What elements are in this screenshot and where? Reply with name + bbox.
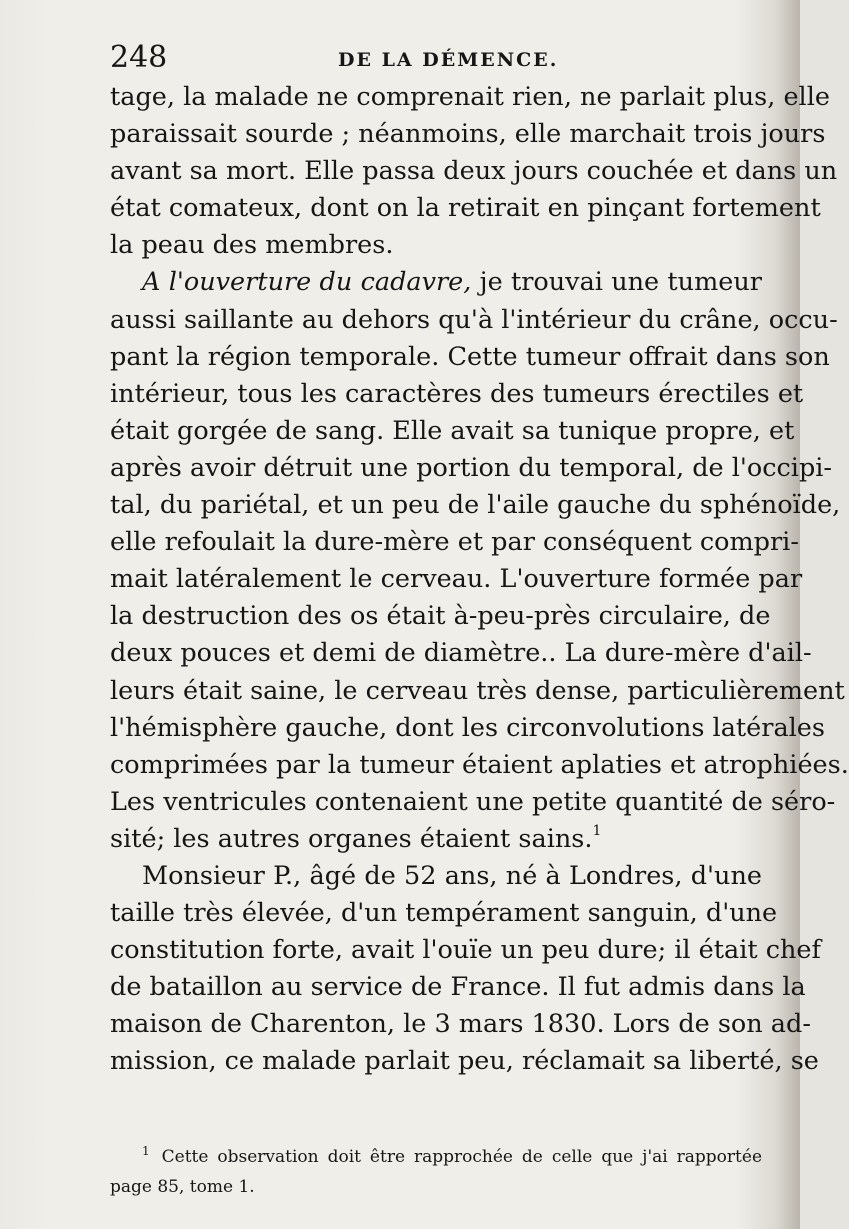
text-line: Les ventricules contenaient une petite quantité de séro- [110, 786, 836, 817]
footnote [110, 1142, 762, 1202]
text-line: avant sa mort. Elle passa deux jours couchée et dans un [110, 156, 838, 187]
text-line: mission, ce malade parlait peu, réclamait sa liberté, se [110, 1046, 819, 1077]
text-line: Monsieur P., âgé de 52 ans, né à Londres, d'une [142, 860, 762, 891]
footnote-text: Cette observation doit être rapprochée de celle que j'ai rapportée [161, 1147, 762, 1167]
text-line: tage, la malade ne comprenait rien, ne parlait plus, elle [110, 82, 830, 112]
text-line [110, 821, 762, 858]
page-number: 248 [110, 40, 168, 75]
text-line: de bataillon au service de France. Il fut admis dans la [110, 972, 806, 1003]
text-line: maison de Charenton, le 3 mars 1830. Lors de son ad- [110, 1009, 811, 1040]
line-text: sité; les autres organes étaient sains. [110, 823, 593, 854]
text-line: après avoir détruit une portion du temporal, de l'occipi- [110, 452, 833, 483]
italic-phrase: A l'ouverture du cadavre, [142, 267, 472, 298]
text-line [110, 264, 762, 301]
body-text [110, 79, 849, 1081]
footnote-line [110, 1142, 762, 1172]
text-line: leurs était saine, le cerveau très dense, particulièrement [110, 675, 845, 706]
running-head: DE LA DÉMENCE. [338, 49, 559, 71]
text-line: la peau des membres. [110, 230, 394, 261]
text-line: constitution forte, avait l'ouïe un peu dure; il était chef [110, 935, 821, 966]
page-header [110, 40, 760, 76]
text-line: l'hémisphère gauche, dont les circonvolutions latérales [110, 712, 825, 743]
text-line: mait latéralement le cerveau. L'ouverture formée par [110, 564, 803, 595]
footnote-mark: 1 [142, 1144, 150, 1158]
text-line: comprimées par la tumeur étaient aplaties et atrophiées. [110, 749, 849, 780]
text-line: la destruction des os était à-peu-près circulaire, de [110, 601, 771, 632]
text-line: taille très élevée, d'un tempérament sanguin, d'une [110, 898, 778, 929]
line-remainder: je trouvai une tumeur [479, 267, 762, 298]
text-line: tal, du pariétal, et un peu de l'aile gauche du sphénoïde, [110, 490, 841, 521]
text-line: intérieur, tous les caractères des tumeurs érectiles et [110, 378, 804, 409]
text-line: paraissait sourde ; néanmoins, elle marchait trois jours [110, 119, 826, 150]
text-line: pant la région temporale. Cette tumeur offrait dans son [110, 341, 830, 372]
text-line: aussi saillante au dehors qu'à l'intérieur du crâne, occu- [110, 304, 838, 335]
text-line: était gorgée de sang. Elle avait sa tunique propre, et [110, 415, 795, 446]
footnote-line: page 85, tome 1. [110, 1177, 255, 1197]
text-line: état comateux, dont on la retirait en pinçant fortement [110, 193, 821, 224]
text-line: elle refoulait la dure-mère et par conséquent compri- [110, 527, 799, 558]
footnote-reference[interactable]: 1 [592, 822, 602, 839]
text-line: deux pouces et demi de diamètre.. La dure-mère d'ail- [110, 638, 812, 669]
